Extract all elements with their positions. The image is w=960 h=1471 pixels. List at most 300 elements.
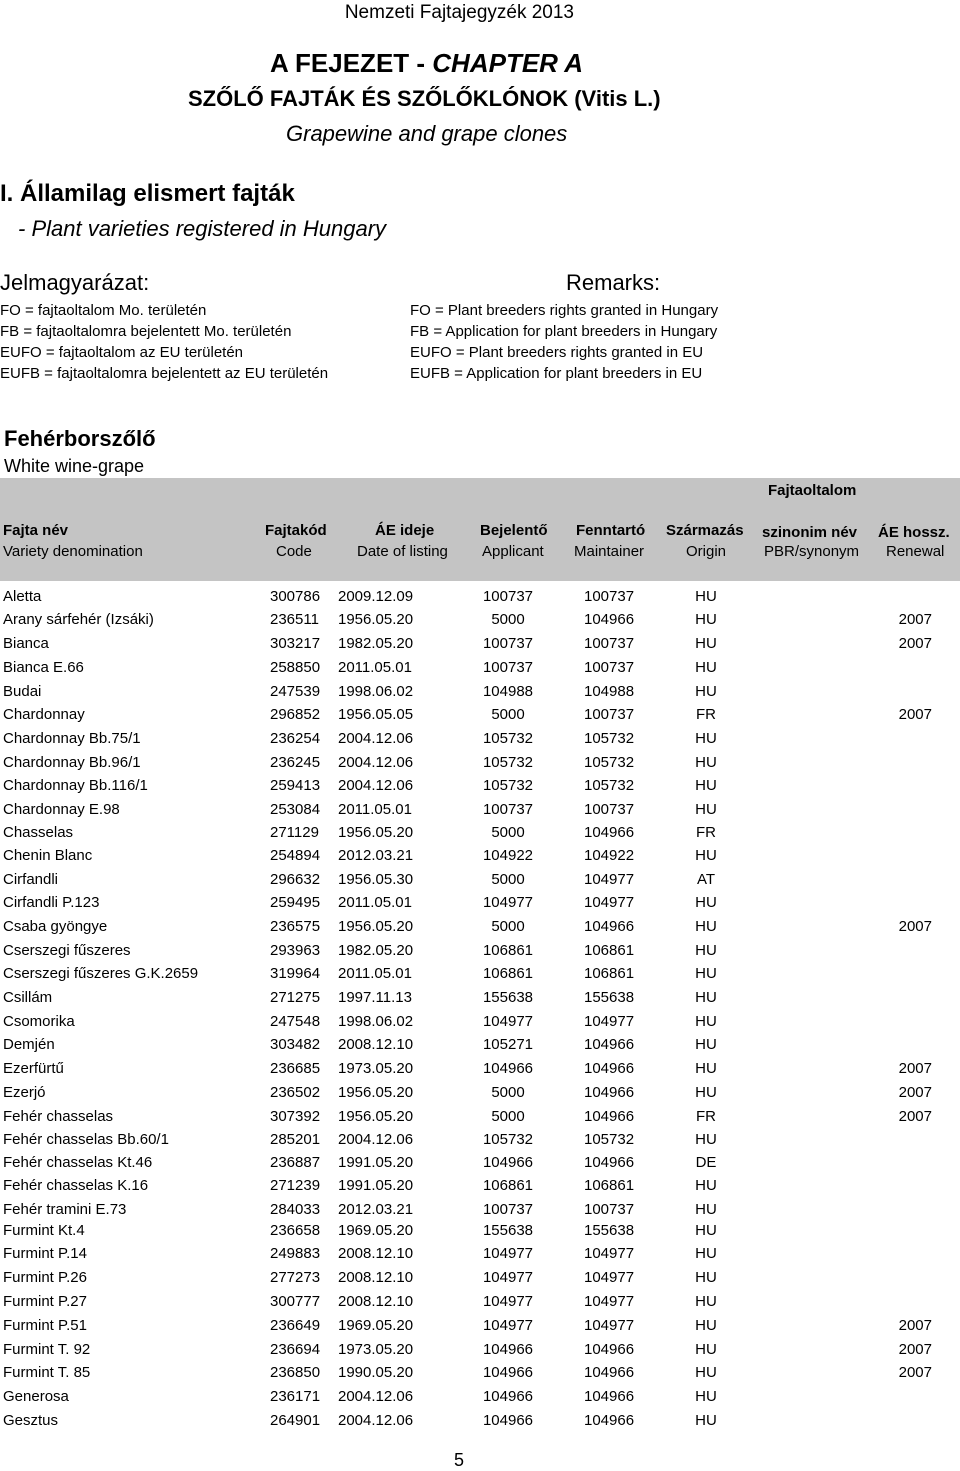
cell-variety: Generosa (3, 1388, 69, 1405)
cell-maintainer: 104966 (584, 1388, 635, 1405)
cell-applicant: 5000 (491, 706, 525, 723)
cell-variety: Cserszegi fűszeres (3, 942, 131, 959)
table-row (0, 894, 960, 916)
cell-origin: HU (695, 965, 717, 982)
cell-applicant: 104977 (482, 1013, 534, 1030)
cell-origin: FR (696, 824, 716, 841)
cell-code: 236245 (270, 754, 321, 771)
cell-code: 236502 (270, 1084, 321, 1101)
table-row (0, 683, 960, 705)
cell-maintainer: 105732 (584, 754, 635, 771)
cell-variety: Furmint P.14 (3, 1245, 87, 1262)
header-maintainer-en: Maintainer (574, 543, 645, 560)
cell-variety: Chasselas (3, 824, 74, 841)
cell-date: 2008.12.10 (338, 1245, 414, 1262)
remarks-item: FB = Application for plant breeders in Hungary (410, 323, 718, 340)
cell-origin: HU (695, 989, 717, 1006)
cell-applicant: 105271 (482, 1036, 534, 1053)
cell-maintainer: 104966 (584, 1060, 635, 1077)
table-row (0, 1084, 960, 1106)
cell-origin: HU (695, 1013, 717, 1030)
cell-applicant: 100737 (482, 1201, 534, 1218)
cell-maintainer: 104966 (584, 1154, 635, 1171)
cell-date: 2004.12.06 (338, 777, 414, 794)
cell-date: 2004.12.06 (338, 1412, 414, 1429)
header-renewal-hu: ÁE hossz. (878, 524, 950, 541)
cell-code: 236887 (270, 1154, 321, 1171)
cell-applicant: 104966 (482, 1388, 534, 1405)
header-applicant-hu: Bejelentő (480, 522, 548, 539)
legend-item: EUFB = fajtaoltalomra bejelentett az EU területén (0, 365, 329, 382)
cell-applicant: 5000 (491, 611, 525, 628)
cell-code: 236254 (270, 730, 321, 747)
cell-date: 1998.06.02 (338, 683, 414, 700)
cell-applicant: 5000 (491, 824, 525, 841)
cell-date: 1969.05.20 (338, 1222, 414, 1239)
cell-code: 284033 (270, 1201, 321, 1218)
cell-code: 319964 (270, 965, 321, 982)
cell-maintainer: 155638 (584, 989, 635, 1006)
table-row (0, 965, 960, 987)
legend-item: FO = fajtaoltalom Mo. területén (0, 302, 207, 319)
cell-date: 2011.05.01 (338, 659, 412, 676)
cell-maintainer: 104966 (584, 1364, 635, 1381)
header-variety-en: Variety denomination (3, 543, 143, 560)
table-row (0, 777, 960, 799)
cell-renewal: 2007 (898, 706, 932, 723)
cell-origin: HU (695, 730, 717, 747)
cell-variety: Cirfandli (3, 871, 59, 888)
table-row (0, 635, 960, 657)
table-row (0, 1013, 960, 1035)
cell-maintainer: 106861 (584, 942, 635, 959)
table-row (0, 1108, 960, 1130)
cell-variety: Furmint P.26 (3, 1269, 87, 1286)
cell-variety: Cirfandli P.123 (3, 894, 100, 911)
cell-date: 2008.12.10 (338, 1269, 414, 1286)
cell-renewal: 2007 (898, 1317, 932, 1334)
cell-variety: Fehér tramini E.73 (3, 1201, 127, 1218)
cell-code: 253084 (270, 801, 321, 818)
cell-applicant: 104966 (482, 1060, 534, 1077)
cell-variety: Furmint P.51 (3, 1317, 87, 1334)
cell-date: 2011.05.01 (338, 965, 412, 982)
cell-origin: HU (695, 777, 717, 794)
cell-applicant: 155638 (482, 1222, 534, 1239)
table-row (0, 1201, 960, 1223)
legend-heading: Jelmagyarázat: (0, 270, 150, 295)
cell-variety: Chenin Blanc (3, 847, 93, 864)
cell-applicant: 104966 (482, 1364, 534, 1381)
cell-origin: HU (695, 1341, 717, 1358)
cell-code: 259495 (270, 894, 321, 911)
cell-variety: Bianca (3, 635, 49, 652)
cell-applicant: 104977 (482, 1269, 534, 1286)
cell-origin: HU (695, 635, 717, 652)
cell-maintainer: 104977 (584, 871, 635, 888)
table-row (0, 588, 960, 610)
table-row (0, 1154, 960, 1176)
cell-applicant: 104966 (482, 1412, 534, 1429)
cell-maintainer: 100737 (584, 635, 635, 652)
cell-variety: Fehér chasselas Kt.46 (3, 1154, 153, 1171)
cell-renewal: 2007 (898, 1108, 932, 1125)
cell-code: 247548 (270, 1013, 321, 1030)
cell-applicant: 5000 (491, 1108, 525, 1125)
cell-date: 2008.12.10 (338, 1293, 414, 1310)
cell-variety: Csaba gyöngye (3, 918, 108, 935)
cell-variety: Furmint Kt.4 (3, 1222, 85, 1239)
cell-code: 271239 (270, 1177, 321, 1194)
table-row (0, 1036, 960, 1058)
cell-origin: HU (695, 1131, 717, 1148)
table-row (0, 1131, 960, 1153)
table-row (0, 824, 960, 846)
cell-applicant: 106861 (482, 965, 534, 982)
cell-maintainer: 104977 (584, 1269, 635, 1286)
cell-date: 2011.05.01 (338, 894, 412, 911)
cell-origin: HU (695, 1177, 717, 1194)
cell-applicant: 100737 (482, 588, 534, 605)
remarks-item: EUFO = Plant breeders rights granted in EU (410, 344, 704, 361)
cell-maintainer: 105732 (584, 1131, 635, 1148)
cell-maintainer: 104966 (584, 1412, 635, 1429)
table-row (0, 1177, 960, 1199)
cell-maintainer: 155638 (584, 1222, 635, 1239)
table-row (0, 871, 960, 893)
cell-maintainer: 100737 (584, 588, 635, 605)
header-group-fajtaoltalom: Fajtaoltalom (768, 482, 857, 499)
header-variety-hu: Fajta név (3, 522, 69, 539)
page-number: 5 (454, 1450, 465, 1470)
header-applicant-en: Applicant (482, 543, 544, 560)
cell-code: 303482 (270, 1036, 321, 1053)
table-row (0, 730, 960, 752)
cell-code: 264901 (270, 1412, 321, 1429)
legend-item: EUFO = fajtaoltalom az EU területén (0, 344, 244, 361)
category-title: Fehérborszőlő (4, 426, 156, 451)
cell-date: 1956.05.20 (338, 918, 414, 935)
cell-date: 1969.05.20 (338, 1317, 414, 1334)
document-title: Nemzeti Fajtajegyzék 2013 (344, 2, 574, 23)
cell-renewal: 2007 (898, 1341, 932, 1358)
cell-variety: Furmint T. 92 (3, 1341, 91, 1358)
cell-origin: DE (695, 1154, 717, 1171)
cell-code: 236649 (270, 1317, 321, 1334)
cell-code: 258850 (270, 659, 321, 676)
cell-code: 236694 (270, 1341, 321, 1358)
cell-date: 1973.05.20 (338, 1060, 414, 1077)
remarks-item: EUFB = Application for plant breeders in EU (410, 365, 703, 382)
chapter-subtitle: SZŐLŐ FAJTÁK ÉS SZŐLŐKLÓNOK (Vitis L.) (188, 86, 661, 111)
table-row (0, 942, 960, 964)
table-row (0, 1341, 960, 1363)
cell-renewal: 2007 (898, 1084, 932, 1101)
cell-origin: HU (695, 1060, 717, 1077)
cell-date: 1956.05.30 (338, 871, 414, 888)
remarks-heading: Remarks: (566, 270, 661, 295)
cell-variety: Cserszegi fűszeres G.K.2659 (3, 965, 199, 982)
table-row (0, 1364, 960, 1386)
cell-applicant: 5000 (491, 871, 525, 888)
cell-applicant: 105732 (482, 1131, 534, 1148)
cell-origin: HU (695, 1269, 717, 1286)
header-code-en: Code (276, 543, 312, 560)
cell-code: 303217 (270, 635, 321, 652)
cell-origin: HU (695, 611, 717, 628)
cell-applicant: 106861 (482, 942, 534, 959)
header-synonym-en: PBR/synonym (764, 543, 860, 560)
cell-variety: Fehér chasselas Bb.60/1 (3, 1131, 169, 1148)
cell-origin: FR (696, 1108, 716, 1125)
cell-renewal: 2007 (898, 1364, 932, 1381)
table-row (0, 1060, 960, 1082)
cell-applicant: 104977 (482, 894, 534, 911)
cell-applicant: 100737 (482, 659, 534, 676)
cell-variety: Ezerfürtű (3, 1060, 64, 1077)
cell-date: 2008.12.10 (338, 1036, 414, 1053)
header-origin-en: Origin (686, 543, 727, 560)
cell-origin: HU (695, 683, 717, 700)
cell-applicant: 104988 (482, 683, 534, 700)
cell-date: 1982.05.20 (338, 635, 414, 652)
cell-variety: Furmint T. 85 (3, 1364, 91, 1381)
cell-date: 2004.12.06 (338, 754, 414, 771)
cell-maintainer: 100737 (584, 659, 635, 676)
cell-origin: HU (695, 847, 717, 864)
cell-maintainer: 104966 (584, 1108, 635, 1125)
cell-maintainer: 104988 (584, 683, 635, 700)
cell-origin: HU (695, 894, 717, 911)
cell-variety: Ezerjó (3, 1084, 46, 1101)
cell-code: 259413 (270, 777, 321, 794)
cell-code: 296852 (270, 706, 321, 723)
cell-renewal: 2007 (898, 611, 932, 628)
cell-code: 236575 (270, 918, 321, 935)
table-row (0, 1222, 960, 1244)
cell-date: 1982.05.20 (338, 942, 414, 959)
cell-maintainer: 104966 (584, 1036, 635, 1053)
cell-variety: Arany sárfehér (Izsáki) (3, 611, 154, 628)
cell-variety: Chardonnay Bb.96/1 (3, 754, 141, 771)
cell-code: 293963 (270, 942, 321, 959)
cell-date: 1997.11.13 (338, 989, 412, 1006)
cell-variety: Fehér chasselas K.16 (3, 1177, 149, 1194)
cell-maintainer: 106861 (584, 965, 635, 982)
cell-date: 1973.05.20 (338, 1341, 414, 1358)
cell-date: 2004.12.06 (338, 1131, 414, 1148)
cell-applicant: 104966 (482, 1341, 534, 1358)
cell-date: 2012.03.21 (338, 1201, 414, 1218)
cell-variety: Gesztus (3, 1412, 59, 1429)
cell-date: 2009.12.09 (338, 588, 414, 605)
header-date-en: Date of listing (357, 543, 448, 560)
cell-variety: Fehér chasselas (3, 1108, 114, 1125)
table-row (0, 754, 960, 776)
cell-code: 307392 (270, 1108, 321, 1125)
cell-maintainer: 104977 (584, 894, 635, 911)
cell-variety: Demjén (3, 1036, 55, 1053)
cell-maintainer: 104966 (584, 611, 635, 628)
table-row (0, 1269, 960, 1291)
cell-variety: Bianca E.66 (3, 659, 84, 676)
remarks-item: FO = Plant breeders rights granted in Hungary (410, 302, 719, 319)
cell-applicant: 5000 (491, 918, 525, 935)
cell-date: 1956.05.20 (338, 611, 414, 628)
cell-code: 285201 (270, 1131, 321, 1148)
cell-origin: HU (695, 1388, 717, 1405)
cell-applicant: 106861 (482, 1177, 534, 1194)
cell-code: 271275 (270, 989, 321, 1006)
cell-maintainer: 104977 (584, 1245, 635, 1262)
cell-origin: HU (695, 1084, 717, 1101)
cell-code: 296632 (270, 871, 321, 888)
header-date-hu: ÁE ideje (375, 522, 435, 539)
cell-origin: HU (695, 754, 717, 771)
cell-maintainer: 104922 (584, 847, 635, 864)
cell-variety: Chardonnay Bb.75/1 (3, 730, 141, 747)
chapter-title-en: CHAPTER A (432, 48, 583, 78)
cell-origin: HU (695, 1036, 717, 1053)
cell-code: 236658 (270, 1222, 321, 1239)
table-header (0, 478, 960, 581)
table-row (0, 847, 960, 869)
cell-applicant: 105732 (482, 754, 534, 771)
cell-code: 236685 (270, 1060, 321, 1077)
cell-variety: Aletta (3, 588, 42, 605)
cell-applicant: 104966 (482, 1154, 534, 1171)
cell-variety: Furmint P.27 (3, 1293, 87, 1310)
cell-maintainer: 104966 (584, 1084, 635, 1101)
cell-date: 1990.05.20 (338, 1364, 414, 1381)
cell-applicant: 105732 (482, 777, 534, 794)
cell-origin: HU (695, 801, 717, 818)
table-row (0, 1293, 960, 1315)
cell-code: 300777 (270, 1293, 321, 1310)
cell-maintainer: 104966 (584, 824, 635, 841)
chapter-subtitle-en: Grapewine and grape clones (286, 121, 568, 146)
cell-code: 236171 (270, 1388, 321, 1405)
cell-code: 236511 (270, 611, 319, 628)
cell-origin: HU (695, 1245, 717, 1262)
table-row (0, 989, 960, 1011)
table-row (0, 706, 960, 728)
cell-maintainer: 106861 (584, 1177, 635, 1194)
cell-variety: Chardonnay E.98 (3, 801, 120, 818)
cell-date: 2004.12.06 (338, 730, 414, 747)
table-row (0, 801, 960, 823)
legend-item: FB = fajtaoltalomra bejelentett Mo. területén (0, 323, 292, 340)
cell-variety: Budai (3, 683, 42, 700)
cell-applicant: 104977 (482, 1293, 534, 1310)
cell-origin: HU (695, 1317, 717, 1334)
cell-applicant: 104977 (482, 1245, 534, 1262)
cell-origin: HU (695, 1201, 717, 1218)
table-row (0, 918, 960, 940)
header-origin-hu: Származás (666, 522, 744, 539)
category-title-en: White wine-grape (4, 456, 145, 476)
cell-maintainer: 105732 (584, 777, 635, 794)
cell-maintainer: 104966 (584, 1341, 635, 1358)
cell-date: 1956.05.20 (338, 1108, 414, 1125)
cell-date: 2012.03.21 (338, 847, 414, 864)
cell-origin: HU (695, 1222, 717, 1239)
cell-renewal: 2007 (898, 1060, 932, 1077)
header-synonym-hu: szinonim név (762, 524, 858, 541)
cell-variety: Csillám (3, 989, 53, 1006)
cell-maintainer: 104977 (584, 1013, 635, 1030)
cell-applicant: 100737 (482, 635, 534, 652)
cell-origin: HU (695, 942, 717, 959)
cell-origin: HU (695, 659, 717, 676)
cell-date: 1998.06.02 (338, 1013, 414, 1030)
cell-date: 2011.05.01 (338, 801, 412, 818)
cell-applicant: 105732 (482, 730, 534, 747)
table-row (0, 659, 960, 681)
cell-origin: HU (695, 1412, 717, 1429)
cell-code: 254894 (270, 847, 321, 864)
chapter-title-hu: A FEJEZET - (270, 48, 433, 78)
section-title-en: - Plant varieties registered in Hungary (18, 216, 387, 241)
cell-applicant: 5000 (491, 1084, 525, 1101)
cell-applicant: 100737 (482, 801, 534, 818)
chapter-title (270, 48, 583, 79)
cell-date: 1956.05.20 (338, 1084, 414, 1101)
cell-applicant: 104922 (482, 847, 534, 864)
cell-origin: FR (696, 706, 716, 723)
cell-maintainer: 105732 (584, 730, 635, 747)
cell-date: 1956.05.20 (338, 824, 414, 841)
cell-applicant: 155638 (482, 989, 534, 1006)
cell-code: 249883 (270, 1245, 321, 1262)
cell-maintainer: 104977 (584, 1317, 635, 1334)
header-code-hu: Fajtakód (265, 522, 327, 539)
cell-renewal: 2007 (898, 918, 932, 935)
section-title: I. Államilag elismert fajták (0, 180, 295, 207)
cell-variety: Chardonnay Bb.116/1 (3, 777, 148, 794)
header-renewal-en: Renewal (886, 543, 945, 560)
cell-code: 236850 (270, 1364, 321, 1381)
cell-date: 1956.05.05 (338, 706, 414, 723)
cell-maintainer: 104966 (584, 918, 635, 935)
cell-maintainer: 104977 (584, 1293, 635, 1310)
cell-code: 300786 (270, 588, 321, 605)
cell-variety: Csomorika (3, 1013, 75, 1030)
table-row (0, 1245, 960, 1267)
cell-origin: AT (696, 871, 716, 888)
cell-date: 1991.05.20 (338, 1154, 414, 1171)
cell-date: 2004.12.06 (338, 1388, 414, 1405)
cell-code: 277273 (270, 1269, 321, 1286)
cell-origin: HU (695, 1364, 717, 1381)
cell-applicant: 104977 (482, 1317, 534, 1334)
table-row (0, 1388, 960, 1410)
header-maintainer-hu: Fenntartó (576, 522, 646, 539)
cell-renewal: 2007 (898, 635, 932, 652)
cell-origin: HU (695, 918, 717, 935)
cell-origin: HU (695, 1293, 717, 1310)
table-row (0, 1412, 960, 1434)
cell-code: 271129 (270, 824, 319, 841)
cell-maintainer: 100737 (584, 706, 635, 723)
cell-date: 1991.05.20 (338, 1177, 414, 1194)
cell-origin: HU (695, 588, 717, 605)
table-row (0, 1317, 960, 1339)
cell-variety: Chardonnay (3, 706, 85, 723)
cell-maintainer: 100737 (584, 1201, 635, 1218)
cell-maintainer: 100737 (584, 801, 635, 818)
table-row (0, 611, 960, 633)
